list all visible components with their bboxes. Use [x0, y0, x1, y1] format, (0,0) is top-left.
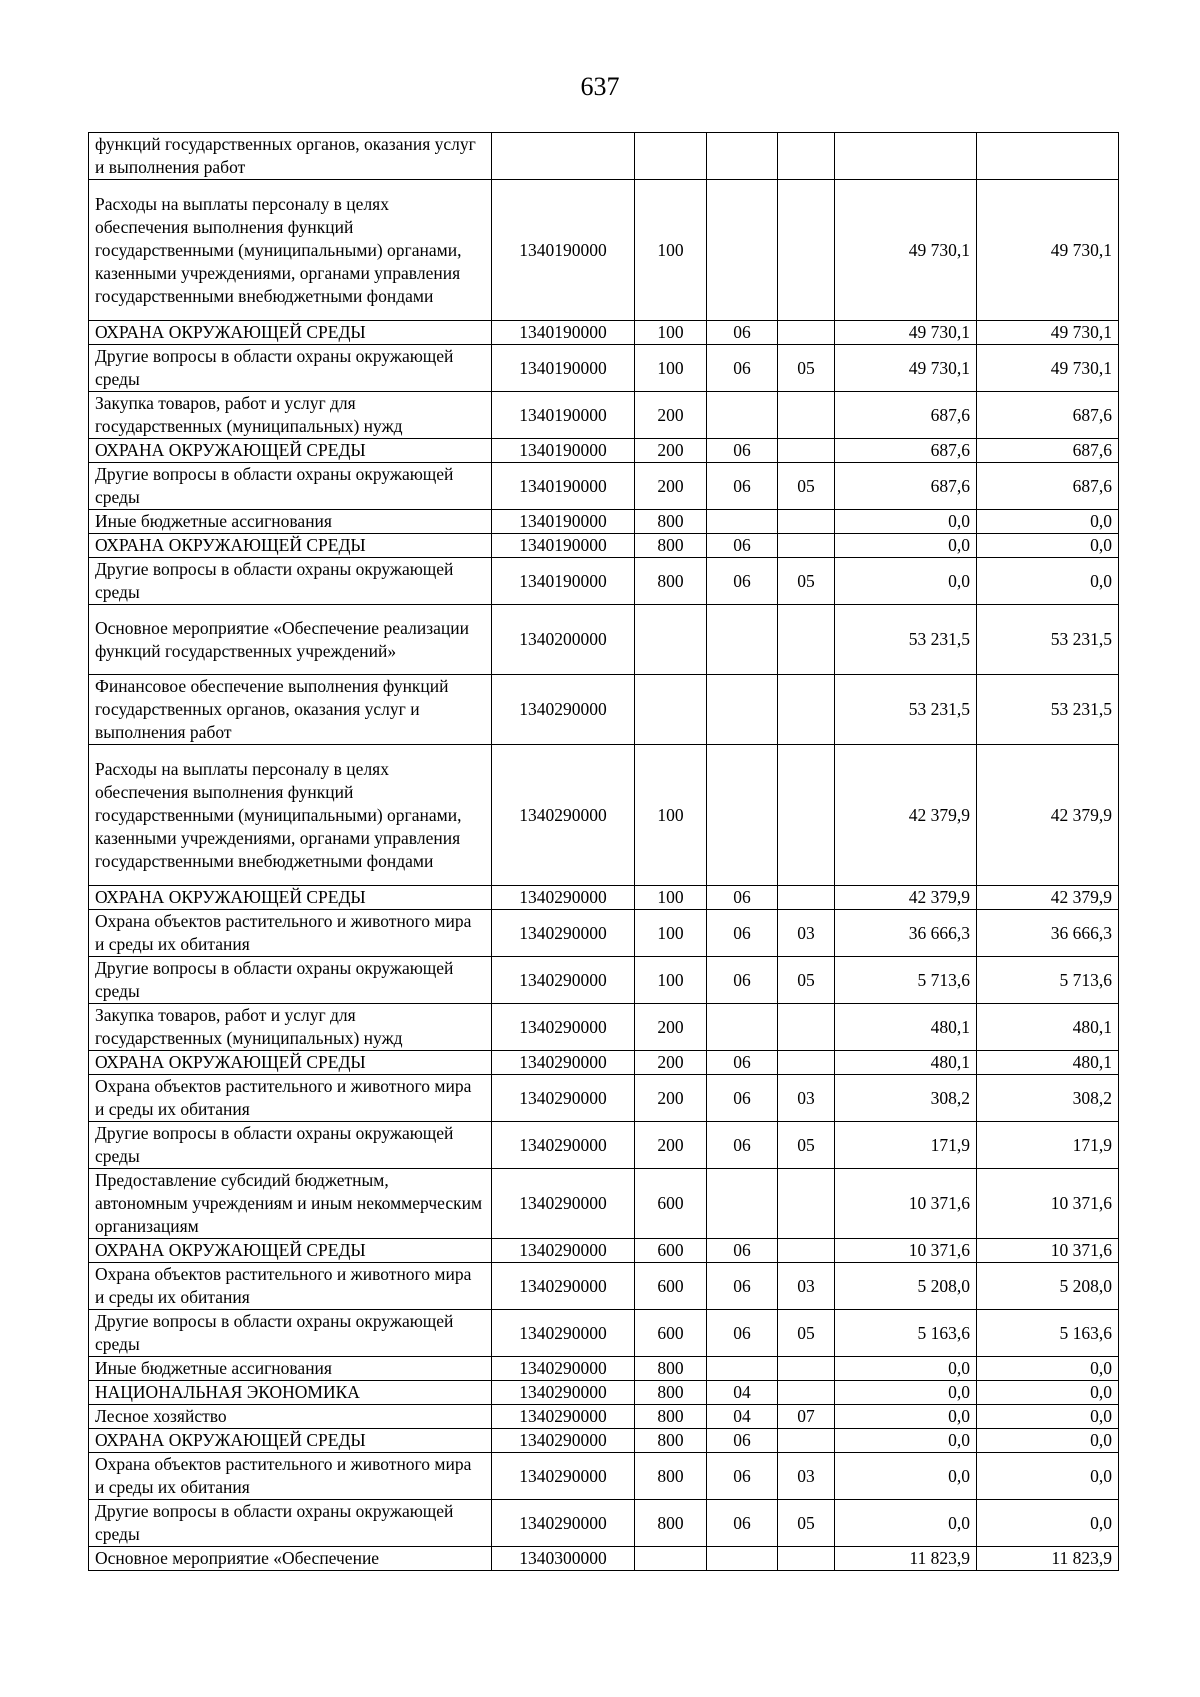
subsection-code: 03: [778, 1263, 835, 1310]
amount-year-1: 171,9: [835, 1122, 977, 1169]
expense-type: 200: [635, 463, 707, 510]
row-name: Другие вопросы в области охраны окружающей среды: [89, 1122, 492, 1169]
row-name: Другие вопросы в области охраны окружающей среды: [89, 558, 492, 605]
amount-year-2: 0,0: [977, 1357, 1119, 1381]
amount-year-1: 0,0: [835, 1500, 977, 1547]
expense-type: 100: [635, 910, 707, 957]
amount-year-1: 0,0: [835, 1381, 977, 1405]
table-row: [89, 345, 1119, 392]
page-number: 637: [580, 72, 620, 101]
row-name: ОХРАНА ОКРУЖАЮЩЕЙ СРЕДЫ: [89, 439, 492, 463]
table-row: [89, 1004, 1119, 1051]
row-name: Расходы на выплаты персоналу в целях обеспечения выполнения функций государственными (муниципальными) органами, казенными учреждениями, органами управления государственными внебюджетными фондами: [89, 180, 492, 321]
row-name: Охрана объектов растительного и животного мира и среды их обитания: [89, 1453, 492, 1500]
row-name: Закупка товаров, работ и услуг для государственных (муниципальных) нужд: [89, 392, 492, 439]
target-code: 1340290000: [492, 745, 635, 886]
amount-year-1: 10 371,6: [835, 1239, 977, 1263]
amount-year-2: 480,1: [977, 1051, 1119, 1075]
table-row: [89, 910, 1119, 957]
section-code: 06: [707, 1263, 778, 1310]
amount-year-2: 0,0: [977, 1500, 1119, 1547]
subsection-code: 05: [778, 1500, 835, 1547]
amount-year-1: 0,0: [835, 510, 977, 534]
target-code: 1340290000: [492, 1075, 635, 1122]
target-code: 1340290000: [492, 1405, 635, 1429]
subsection-code: [778, 439, 835, 463]
amount-year-1: 49 730,1: [835, 321, 977, 345]
subsection-code: [778, 1169, 835, 1239]
amount-year-2: 480,1: [977, 1004, 1119, 1051]
amount-year-2: 0,0: [977, 1453, 1119, 1500]
subsection-code: [778, 675, 835, 745]
row-name: Расходы на выплаты персоналу в целях обеспечения выполнения функций государственными (муниципальными) органами, казенными учреждениями, органами управления государственными внебюджетными фондами: [89, 745, 492, 886]
amount-year-2: 171,9: [977, 1122, 1119, 1169]
expense-type: 800: [635, 1405, 707, 1429]
amount-year-1: 36 666,3: [835, 910, 977, 957]
expense-type: [635, 1547, 707, 1571]
table-row: [89, 675, 1119, 745]
section-code: 06: [707, 463, 778, 510]
subsection-code: 05: [778, 463, 835, 510]
subsection-code: 07: [778, 1405, 835, 1429]
row-name: Предоставление субсидий бюджетным, автономным учреждениям и иным некоммерческим организациям: [89, 1169, 492, 1239]
amount-year-1: [835, 133, 977, 180]
target-code: 1340290000: [492, 1357, 635, 1381]
table-row: [89, 1239, 1119, 1263]
table-body: [89, 133, 1119, 1571]
amount-year-2: 0,0: [977, 1429, 1119, 1453]
section-code: [707, 1004, 778, 1051]
amount-year-1: 0,0: [835, 1357, 977, 1381]
subsection-code: 05: [778, 558, 835, 605]
target-code: 1340290000: [492, 1429, 635, 1453]
row-name: ОХРАНА ОКРУЖАЮЩЕЙ СРЕДЫ: [89, 321, 492, 345]
table-row: [89, 1405, 1119, 1429]
subsection-code: [778, 745, 835, 886]
amount-year-1: 11 823,9: [835, 1547, 977, 1571]
amount-year-1: 687,6: [835, 439, 977, 463]
amount-year-2: 0,0: [977, 510, 1119, 534]
target-code: 1340190000: [492, 321, 635, 345]
section-code: 06: [707, 886, 778, 910]
table-row: [89, 1500, 1119, 1547]
expense-type: 200: [635, 1051, 707, 1075]
row-name: Иные бюджетные ассигнования: [89, 1357, 492, 1381]
table-row: [89, 1453, 1119, 1500]
section-code: 06: [707, 1429, 778, 1453]
subsection-code: [778, 886, 835, 910]
amount-year-1: 5 208,0: [835, 1263, 977, 1310]
amount-year-1: 0,0: [835, 1405, 977, 1429]
amount-year-1: 42 379,9: [835, 886, 977, 910]
row-name: Охрана объектов растительного и животного мира и среды их обитания: [89, 1263, 492, 1310]
table-row: [89, 463, 1119, 510]
subsection-code: 05: [778, 345, 835, 392]
amount-year-2: 53 231,5: [977, 605, 1119, 675]
section-code: [707, 510, 778, 534]
section-code: 06: [707, 1310, 778, 1357]
amount-year-2: 5 163,6: [977, 1310, 1119, 1357]
subsection-code: 03: [778, 1453, 835, 1500]
expense-type: 100: [635, 745, 707, 886]
target-code: 1340290000: [492, 1122, 635, 1169]
table-row: [89, 1075, 1119, 1122]
amount-year-2: 11 823,9: [977, 1547, 1119, 1571]
table-row: [89, 745, 1119, 886]
table-row: [89, 1357, 1119, 1381]
table-row: [89, 957, 1119, 1004]
section-code: [707, 1547, 778, 1571]
subsection-code: 05: [778, 1122, 835, 1169]
target-code: 1340290000: [492, 1310, 635, 1357]
target-code: 1340290000: [492, 1500, 635, 1547]
amount-year-1: 0,0: [835, 558, 977, 605]
amount-year-1: 480,1: [835, 1051, 977, 1075]
row-name: Иные бюджетные ассигнования: [89, 510, 492, 534]
target-code: 1340300000: [492, 1547, 635, 1571]
target-code: 1340290000: [492, 1263, 635, 1310]
expense-type: 100: [635, 321, 707, 345]
subsection-code: [778, 534, 835, 558]
section-code: 06: [707, 1075, 778, 1122]
table-row: [89, 1122, 1119, 1169]
expense-type: 100: [635, 180, 707, 321]
expense-type: [635, 675, 707, 745]
row-name: ОХРАНА ОКРУЖАЮЩЕЙ СРЕДЫ: [89, 1429, 492, 1453]
expense-type: 600: [635, 1310, 707, 1357]
table-row: [89, 1051, 1119, 1075]
section-code: [707, 1357, 778, 1381]
expense-type: 100: [635, 886, 707, 910]
target-code: 1340290000: [492, 910, 635, 957]
table-row: [89, 1169, 1119, 1239]
amount-year-2: 36 666,3: [977, 910, 1119, 957]
expense-type: 200: [635, 1004, 707, 1051]
subsection-code: [778, 321, 835, 345]
amount-year-1: 308,2: [835, 1075, 977, 1122]
amount-year-2: 53 231,5: [977, 675, 1119, 745]
table-row: [89, 1263, 1119, 1310]
table-row: [89, 510, 1119, 534]
row-name: ОХРАНА ОКРУЖАЮЩЕЙ СРЕДЫ: [89, 1051, 492, 1075]
expense-type: 800: [635, 1500, 707, 1547]
amount-year-2: 687,6: [977, 463, 1119, 510]
expense-type: 800: [635, 534, 707, 558]
amount-year-1: 0,0: [835, 534, 977, 558]
expense-type: 200: [635, 1122, 707, 1169]
row-name: Основное мероприятие «Обеспечение: [89, 1547, 492, 1571]
subsection-code: [778, 1429, 835, 1453]
row-name: Другие вопросы в области охраны окружающей среды: [89, 463, 492, 510]
subsection-code: [778, 1239, 835, 1263]
row-name: функций государственных органов, оказания услуг и выполнения работ: [89, 133, 492, 180]
subsection-code: [778, 133, 835, 180]
amount-year-2: 42 379,9: [977, 886, 1119, 910]
expense-type: 600: [635, 1239, 707, 1263]
row-name: Другие вопросы в области охраны окружающей среды: [89, 345, 492, 392]
section-code: 06: [707, 957, 778, 1004]
amount-year-2: 687,6: [977, 392, 1119, 439]
expense-type: 800: [635, 1357, 707, 1381]
section-code: 06: [707, 1051, 778, 1075]
section-code: 06: [707, 345, 778, 392]
section-code: 04: [707, 1405, 778, 1429]
row-name: ОХРАНА ОКРУЖАЮЩЕЙ СРЕДЫ: [89, 1239, 492, 1263]
table-row: [89, 1429, 1119, 1453]
section-code: [707, 675, 778, 745]
expense-type: 800: [635, 558, 707, 605]
amount-year-1: 687,6: [835, 392, 977, 439]
subsection-code: [778, 1004, 835, 1051]
amount-year-1: 5 713,6: [835, 957, 977, 1004]
row-name: Другие вопросы в области охраны окружающей среды: [89, 1310, 492, 1357]
section-code: 06: [707, 534, 778, 558]
amount-year-2: 0,0: [977, 534, 1119, 558]
target-code: 1340190000: [492, 345, 635, 392]
row-name: Закупка товаров, работ и услуг для государственных (муниципальных) нужд: [89, 1004, 492, 1051]
amount-year-2: [977, 133, 1119, 180]
table-row: [89, 133, 1119, 180]
table-row: [89, 558, 1119, 605]
amount-year-2: 308,2: [977, 1075, 1119, 1122]
section-code: 06: [707, 910, 778, 957]
target-code: 1340190000: [492, 463, 635, 510]
section-code: 04: [707, 1381, 778, 1405]
target-code: [492, 133, 635, 180]
target-code: 1340290000: [492, 1051, 635, 1075]
expense-type: 800: [635, 1381, 707, 1405]
row-name: Другие вопросы в области охраны окружающей среды: [89, 1500, 492, 1547]
amount-year-1: 49 730,1: [835, 345, 977, 392]
table-row: [89, 392, 1119, 439]
subsection-code: [778, 1051, 835, 1075]
target-code: 1340190000: [492, 534, 635, 558]
amount-year-2: 0,0: [977, 1405, 1119, 1429]
section-code: 06: [707, 1122, 778, 1169]
amount-year-2: 0,0: [977, 1381, 1119, 1405]
amount-year-1: 687,6: [835, 463, 977, 510]
expense-type: [635, 605, 707, 675]
section-code: 06: [707, 321, 778, 345]
amount-year-2: 49 730,1: [977, 321, 1119, 345]
expense-type: 600: [635, 1263, 707, 1310]
section-code: [707, 392, 778, 439]
target-code: 1340190000: [492, 392, 635, 439]
amount-year-1: 0,0: [835, 1453, 977, 1500]
subsection-code: 05: [778, 957, 835, 1004]
amount-year-1: 49 730,1: [835, 180, 977, 321]
row-name: Охрана объектов растительного и животного мира и среды их обитания: [89, 1075, 492, 1122]
subsection-code: [778, 1547, 835, 1571]
table-row: [89, 605, 1119, 675]
table-row: [89, 180, 1119, 321]
amount-year-2: 5 208,0: [977, 1263, 1119, 1310]
expense-type: 100: [635, 957, 707, 1004]
target-code: 1340290000: [492, 957, 635, 1004]
row-name: Другие вопросы в области охраны окружающей среды: [89, 957, 492, 1004]
amount-year-2: 10 371,6: [977, 1169, 1119, 1239]
amount-year-1: 42 379,9: [835, 745, 977, 886]
row-name: Основное мероприятие «Обеспечение реализации функций государственных учреждений»: [89, 605, 492, 675]
section-code: [707, 133, 778, 180]
subsection-code: [778, 510, 835, 534]
expense-type: 100: [635, 345, 707, 392]
amount-year-2: 49 730,1: [977, 180, 1119, 321]
amount-year-2: 10 371,6: [977, 1239, 1119, 1263]
subsection-code: [778, 1357, 835, 1381]
section-code: [707, 180, 778, 321]
subsection-code: [778, 605, 835, 675]
row-name: ОХРАНА ОКРУЖАЮЩЕЙ СРЕДЫ: [89, 534, 492, 558]
section-code: 06: [707, 439, 778, 463]
subsection-code: 05: [778, 1310, 835, 1357]
subsection-code: 03: [778, 910, 835, 957]
target-code: 1340190000: [492, 439, 635, 463]
row-name: Финансовое обеспечение выполнения функций государственных органов, оказания услуг и выполнения работ: [89, 675, 492, 745]
amount-year-1: 5 163,6: [835, 1310, 977, 1357]
amount-year-2: 0,0: [977, 558, 1119, 605]
expense-type: 200: [635, 392, 707, 439]
amount-year-2: 687,6: [977, 439, 1119, 463]
subsection-code: [778, 392, 835, 439]
amount-year-2: 49 730,1: [977, 345, 1119, 392]
budget-table: [88, 132, 1119, 1571]
expense-type: 600: [635, 1169, 707, 1239]
section-code: [707, 745, 778, 886]
target-code: 1340290000: [492, 886, 635, 910]
target-code: 1340290000: [492, 675, 635, 745]
amount-year-2: 5 713,6: [977, 957, 1119, 1004]
section-code: 06: [707, 1500, 778, 1547]
table-row: [89, 439, 1119, 463]
section-code: 06: [707, 558, 778, 605]
table-row: [89, 534, 1119, 558]
target-code: 1340190000: [492, 510, 635, 534]
table-row: [89, 886, 1119, 910]
subsection-code: [778, 180, 835, 321]
section-code: [707, 605, 778, 675]
subsection-code: 03: [778, 1075, 835, 1122]
table-row: [89, 1310, 1119, 1357]
row-name: НАЦИОНАЛЬНАЯ ЭКОНОМИКА: [89, 1381, 492, 1405]
expense-type: [635, 133, 707, 180]
amount-year-1: 480,1: [835, 1004, 977, 1051]
section-code: [707, 1169, 778, 1239]
amount-year-1: 53 231,5: [835, 675, 977, 745]
amount-year-1: 10 371,6: [835, 1169, 977, 1239]
target-code: 1340190000: [492, 558, 635, 605]
amount-year-1: 53 231,5: [835, 605, 977, 675]
section-code: 06: [707, 1453, 778, 1500]
amount-year-1: 0,0: [835, 1429, 977, 1453]
row-name: Лесное хозяйство: [89, 1405, 492, 1429]
target-code: 1340290000: [492, 1381, 635, 1405]
target-code: 1340290000: [492, 1169, 635, 1239]
target-code: 1340290000: [492, 1239, 635, 1263]
table-row: [89, 1381, 1119, 1405]
table-row: [89, 321, 1119, 345]
amount-year-2: 42 379,9: [977, 745, 1119, 886]
table-row: [89, 1547, 1119, 1571]
target-code: 1340290000: [492, 1004, 635, 1051]
expense-type: 200: [635, 1075, 707, 1122]
target-code: 1340190000: [492, 180, 635, 321]
expense-type: 800: [635, 1453, 707, 1500]
target-code: 1340290000: [492, 1453, 635, 1500]
expense-type: 800: [635, 510, 707, 534]
row-name: Охрана объектов растительного и животного мира и среды их обитания: [89, 910, 492, 957]
expense-type: 800: [635, 1429, 707, 1453]
expense-type: 200: [635, 439, 707, 463]
subsection-code: [778, 1381, 835, 1405]
row-name: ОХРАНА ОКРУЖАЮЩЕЙ СРЕДЫ: [89, 886, 492, 910]
section-code: 06: [707, 1239, 778, 1263]
target-code: 1340200000: [492, 605, 635, 675]
